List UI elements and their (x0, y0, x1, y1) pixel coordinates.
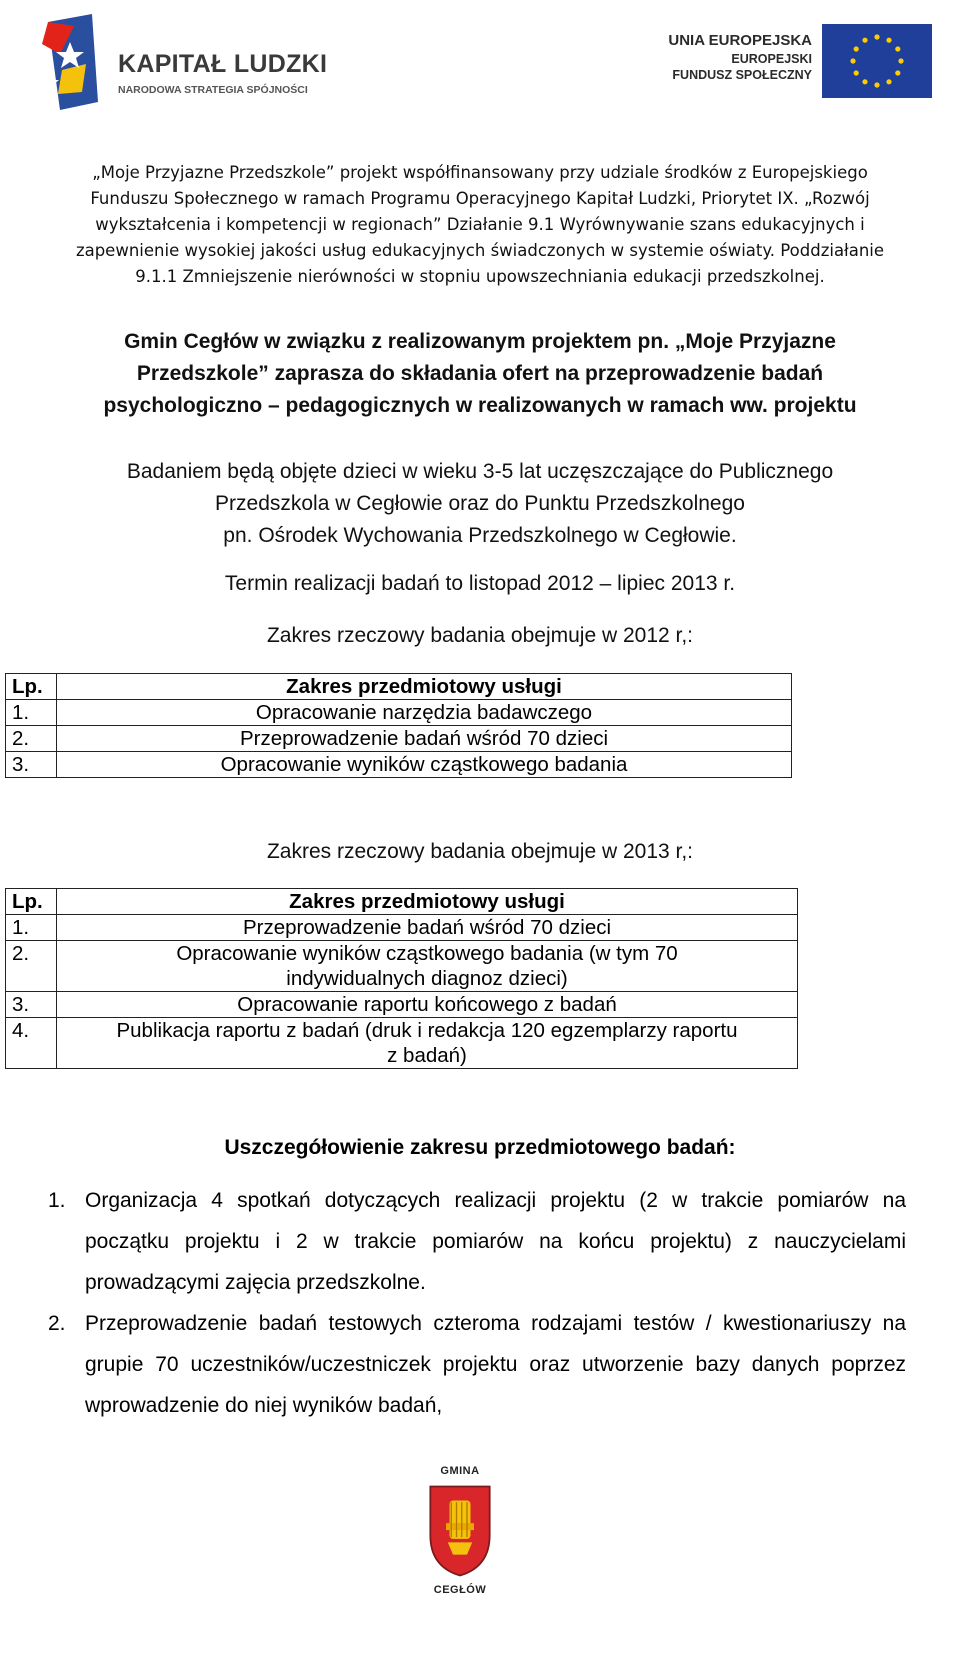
list-item-number: 1. (48, 1189, 66, 1212)
table-row (6, 700, 792, 726)
eu-logo-line2: EUROPEJSKI (731, 52, 812, 66)
eu-logo-line1: UNIA EUROPEJSKA (668, 32, 812, 49)
table-row (6, 1018, 798, 1069)
eu-logo (612, 22, 932, 102)
row-number: 1. (6, 700, 57, 726)
eu-star (850, 58, 855, 63)
eu-star (854, 70, 859, 75)
kapital-ludzki-title: KAPITAŁ LUDZKI (118, 50, 328, 78)
project-intro (18, 160, 942, 290)
study-description (30, 456, 930, 552)
eu-star (898, 58, 903, 63)
kapital-ludzki-logo (40, 14, 340, 110)
eu-flag-icon (822, 24, 932, 98)
list-item-text: Organizacja 4 spotkań dotyczących realizacji projektu (2 w trakcie pomiarów na początku projektu i 2 w trakcie pomiarów na końcu projektu) z nauczycielami prowadzącymi zajęcia przedszkolne. (85, 1189, 906, 1294)
scope-2013-title: Zakres rzeczowy badania obejmuje w 2013 r,: (266, 840, 694, 863)
details-list (48, 1180, 906, 1426)
description-line: pn. Ośrodek Wychowania Przedszkolnego w Cegłowie. (223, 524, 737, 547)
eu-star (895, 46, 900, 51)
table-header-row (6, 674, 792, 700)
term-text: Termin realizacji badań to listopad 2012 – lipiec 2013 r. (224, 572, 736, 595)
intro-line: 9.1.1 Zmniejszenie nierówności w stopniu upowszechniania edukacji przedszkolnej. (135, 267, 825, 286)
gmina-ceglow-logo (410, 1465, 510, 1655)
row-description-line: Przeprowadzenie badań wśród 70 dzieci (242, 916, 612, 939)
headline-line: Gmin Cegłów w związku z realizowanym projektem pn. „Moje Przyjazne (124, 330, 836, 353)
headline-line: Przedszkole” zaprasza do składania ofert na przeprowadzenie badań (136, 362, 824, 385)
row-number: 2. (6, 726, 57, 752)
row-description (57, 1018, 798, 1069)
column-header-lp: Lp. (6, 674, 57, 700)
scope-2012-title: Zakres rzeczowy badania obejmuje w 2012 r,: (266, 624, 694, 647)
intro-line: „Moje Przyjazne Przedszkole” projekt współfinansowany przy udziale środków z Europejskiego (92, 163, 868, 182)
coat-of-arms-icon (425, 1483, 495, 1579)
eu-logo-text (668, 32, 812, 82)
intro-line: wykształcenia i kompetencji w regionach” Działanie 9.1 Wyrównywanie szans edukacyjnych i (95, 215, 865, 234)
invitation-headline (18, 326, 942, 422)
eu-star (886, 79, 891, 84)
row-description-line: Opracowanie wyników cząstkowego badania (w tym 70 (176, 942, 678, 965)
intro-line: Funduszu Społecznego w ramach Programu Operacyjnego Kapitał Ludzki, Priorytet IX. „Rozwój (90, 189, 870, 208)
row-number: 3. (6, 992, 57, 1018)
eu-star (854, 46, 859, 51)
table-header-row (6, 889, 798, 915)
row-description: Przeprowadzenie badań wśród 70 dzieci (57, 726, 792, 752)
kapital-ludzki-subtitle: NARODOWA STRATEGIA SPÓJNOŚCI (118, 84, 308, 96)
table-row (6, 752, 792, 778)
row-description-line: Publikacja raportu z badań (druk i redakcja 120 egzemplarzy raportu (116, 1019, 738, 1042)
eu-star (895, 70, 900, 75)
description-line: Przedszkola w Cegłowie oraz do Punktu Przedszkolnego (215, 492, 745, 515)
row-description-line: indywidualnych diagnoz dzieci) (286, 967, 568, 990)
description-line: Badaniem będą objęte dzieci w wieku 3-5 lat uczęszczające do Publicznego (126, 460, 834, 483)
row-description (57, 915, 798, 941)
list-item-text: Przeprowadzenie badań testowych czteroma rodzajami testów / kwestionariuszy na grupie 70 uczestników/uczestniczek projektu oraz utworzenie bazy danych poprzez wprowadzenie do niej wyników badań, (85, 1312, 906, 1417)
table-row (6, 992, 798, 1018)
headline-line: psychologiczno – pedagogicznych w realizowanych w ramach ww. projektu (103, 394, 857, 417)
row-description-line: Opracowanie raportu końcowego z badań (237, 993, 617, 1016)
gmina-logo-bottom-text: CEGŁÓW (433, 1584, 487, 1596)
kapital-ludzki-emblem-icon (40, 14, 102, 110)
header-logos (0, 0, 960, 120)
eu-star (862, 38, 867, 43)
row-number: 4. (6, 1018, 57, 1069)
column-header-scope: Zakres przedmiotowy usługi (57, 889, 798, 915)
list-item (48, 1303, 906, 1426)
eu-star (886, 38, 891, 43)
row-description: Opracowanie narzędzia badawczego (57, 700, 792, 726)
eu-star (874, 82, 879, 87)
details-heading: Uszczegółowienie zakresu przedmiotowego badań: (224, 1136, 736, 1159)
eu-star (874, 34, 879, 39)
list-item (48, 1180, 906, 1303)
row-description (57, 941, 798, 992)
intro-line: zapewnienie wysokiej jakości usług edukacyjnych świadczonych w systemie oświaty. Poddziałanie (75, 241, 885, 260)
eu-logo-line3: FUNDUSZ SPOŁECZNY (672, 68, 812, 82)
column-header-scope: Zakres przedmiotowy usługi (57, 674, 792, 700)
row-description (57, 992, 798, 1018)
list-item-number: 2. (48, 1312, 66, 1335)
row-number: 1. (6, 915, 57, 941)
scope-2013-table (5, 888, 798, 1069)
row-description: Opracowanie wyników cząstkowego badania (57, 752, 792, 778)
row-description-line: z badań) (387, 1044, 467, 1067)
eu-star (862, 79, 867, 84)
gmina-logo-top-text: GMINA (440, 1465, 480, 1477)
table-row (6, 941, 798, 992)
table-row (6, 726, 792, 752)
row-number: 2. (6, 941, 57, 992)
row-number: 3. (6, 752, 57, 778)
table-row (6, 915, 798, 941)
column-header-lp: Lp. (6, 889, 57, 915)
scope-2012-table (5, 673, 792, 778)
